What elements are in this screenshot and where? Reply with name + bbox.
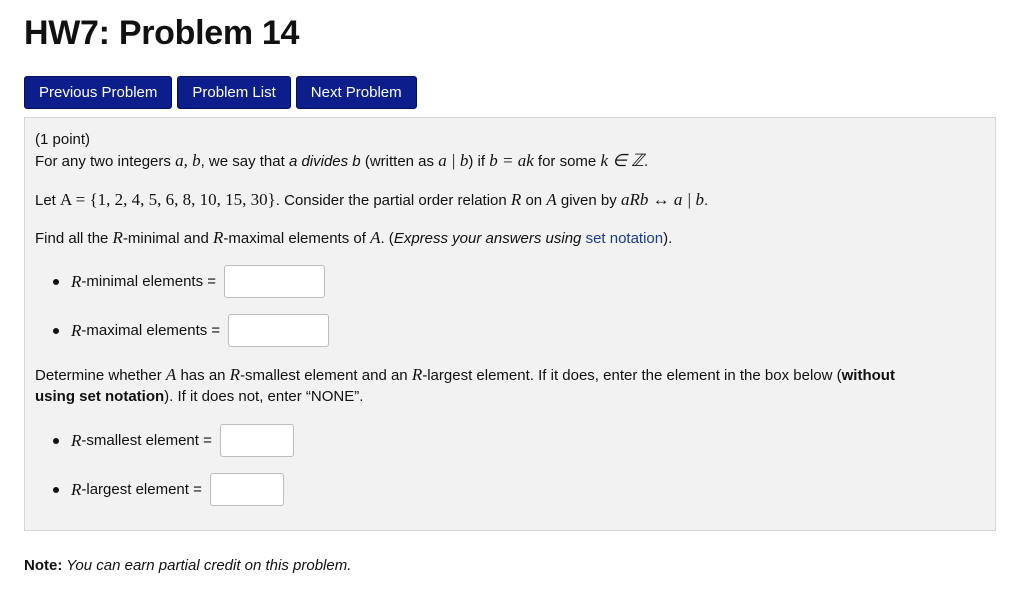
text: has an	[176, 367, 230, 384]
minimal-question	[53, 265, 325, 298]
math: A	[165, 365, 177, 384]
bullet-icon	[53, 487, 59, 493]
smallest-question	[53, 424, 294, 457]
maximal-question	[53, 314, 329, 347]
text: -maximal elements of	[223, 230, 371, 247]
bullet-icon	[53, 438, 59, 444]
page-title: HW7: Problem 14	[24, 14, 300, 52]
text: Let	[35, 192, 61, 209]
math: R	[411, 365, 423, 384]
question-label: -minimal elements =	[81, 272, 217, 290]
note-text: You can earn partial credit on this problem.	[62, 557, 352, 574]
math: a, b	[175, 151, 201, 170]
text: using set notation	[35, 388, 165, 405]
math: A	[546, 190, 557, 209]
text: . Consider the partial order relation	[275, 192, 511, 209]
problem-box	[24, 117, 996, 531]
bullet-icon	[53, 279, 59, 285]
previous-problem-button[interactable]: Previous Problem	[24, 76, 172, 109]
bullet-icon	[53, 328, 59, 334]
points-label: (1 point)	[35, 131, 91, 148]
text: ) if	[468, 153, 490, 170]
problem-nav	[24, 76, 417, 109]
text: -minimal and	[122, 230, 213, 247]
math: R	[71, 320, 82, 340]
math: a | b	[438, 151, 469, 170]
determine-line	[35, 365, 895, 386]
text: . (	[380, 230, 394, 247]
minimal-elements-input[interactable]	[224, 265, 325, 298]
question-label: -maximal elements =	[81, 321, 221, 339]
definition-line	[35, 151, 648, 172]
set-definition-line	[35, 190, 708, 211]
text: For any two integers	[35, 153, 176, 170]
text: Express your answers using	[393, 230, 586, 247]
text: without	[841, 367, 895, 384]
text: (written as	[360, 153, 439, 170]
text: for some	[533, 153, 601, 170]
text: , we say that	[200, 153, 289, 170]
math: R	[510, 190, 522, 209]
set-notation-link[interactable]: set notation	[585, 230, 664, 247]
math: A	[370, 228, 381, 247]
math: R	[71, 479, 82, 499]
math: A = {1, 2, 4, 5, 6, 8, 10, 15, 30}	[60, 190, 276, 209]
text: .	[643, 153, 649, 170]
text: -smallest element and an	[240, 367, 412, 384]
text: given by	[556, 192, 621, 209]
text: .	[704, 192, 709, 209]
text: on	[521, 192, 547, 209]
determine-line-2	[35, 387, 363, 407]
math: b = ak	[489, 151, 534, 170]
math: R	[112, 228, 123, 247]
largest-element-input[interactable]	[210, 473, 284, 506]
maximal-elements-input[interactable]	[228, 314, 329, 347]
math: R	[71, 271, 82, 291]
note-label: Note:	[24, 557, 63, 574]
instruction-line	[35, 228, 672, 249]
math: R	[212, 228, 224, 247]
math: R	[71, 430, 82, 450]
problem-list-button[interactable]: Problem List	[177, 76, 290, 109]
text: Determine whether	[35, 367, 166, 384]
math: k ∈ ℤ	[600, 151, 644, 170]
text: Find all the	[35, 230, 113, 247]
partial-credit-note	[24, 557, 351, 574]
smallest-element-input[interactable]	[220, 424, 294, 457]
text: ). If it does not, enter “NONE”.	[164, 388, 364, 405]
largest-question	[53, 473, 284, 506]
text: a divides b	[288, 153, 361, 170]
question-label: -largest element =	[81, 480, 202, 498]
math: aRb ↔ a | b	[620, 190, 704, 209]
math: R	[229, 365, 241, 384]
question-label: -smallest element =	[81, 431, 212, 449]
text: -largest element. If it does, enter the element in the box below (	[422, 367, 842, 384]
next-problem-button[interactable]: Next Problem	[296, 76, 417, 109]
text: ).	[663, 230, 673, 247]
